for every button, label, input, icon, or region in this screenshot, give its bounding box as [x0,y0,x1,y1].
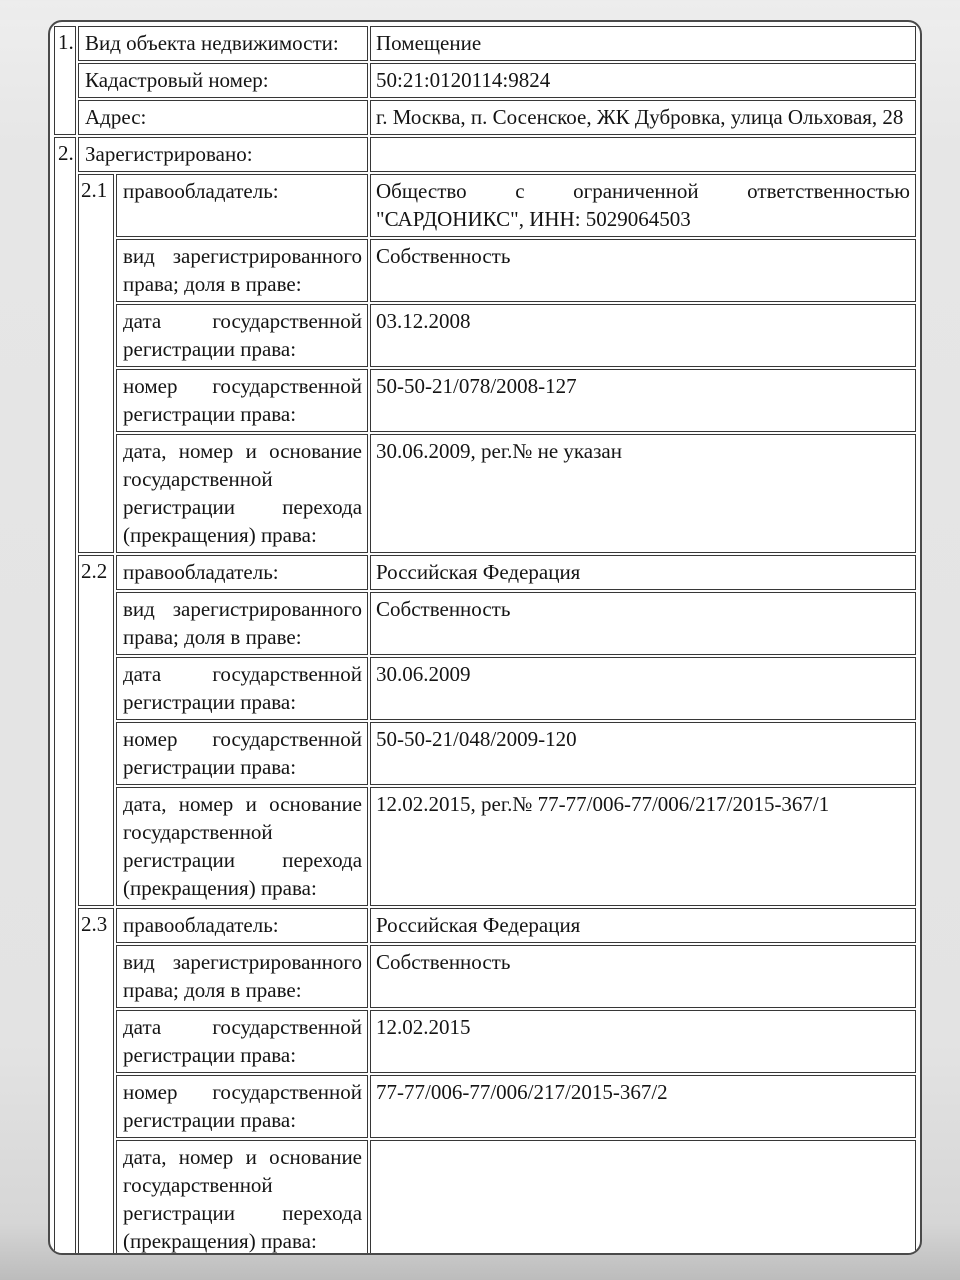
label-right-type-2-3: вид зарегистрированного права; доля в праве: [116,945,368,1008]
table-row [54,26,916,61]
label-registration-date-2-1: дата государственной регистрации права: [116,304,368,367]
value-rightholder-2-2: Российская Федерация [370,555,916,590]
subsection-2-1-number: 2.1 [78,174,114,553]
value-registration-number-2-1: 50-50-21/078/2008-127 [370,369,916,432]
label-registration-date-2-2: дата государственной регистрации права: [116,657,368,720]
value-transfer-basis-2-1: 30.06.2009, рег.№ не указан [370,434,916,553]
label-right-type-2-1: вид зарегистрированного права; доля в праве: [116,239,368,302]
label-registered: Зарегистрировано: [78,137,368,172]
label-right-type-2-2: вид зарегистрированного права; доля в праве: [116,592,368,655]
table-row [54,1140,916,1255]
label-transfer-basis-2-3: дата, номер и основание государственной регистрации перехода (прекращения) права: [116,1140,368,1255]
label-registration-date-2-3: дата государственной регистрации права: [116,1010,368,1073]
property-record-table [52,24,918,1255]
table-row [54,239,916,302]
value-registered [370,137,916,172]
section-2-number: 2. [54,137,76,1255]
value-right-type-2-2: Собственность [370,592,916,655]
value-registration-date-2-1: 03.12.2008 [370,304,916,367]
document-card [48,20,922,1255]
value-rightholder-2-3: Российская Федерация [370,908,916,943]
label-registration-number-2-1: номер государственной регистрации права: [116,369,368,432]
value-transfer-basis-2-2: 12.02.2015, рег.№ 77-77/006-77/006/217/2015-367/1 [370,787,916,906]
table-row [54,908,916,943]
label-address: Адрес: [78,100,368,135]
label-registration-number-2-3: номер государственной регистрации права: [116,1075,368,1138]
subsection-2-3-number: 2.3 [78,908,114,1255]
label-rightholder-2-1: правообладатель: [116,174,368,237]
table-row [54,137,916,172]
table-row [54,945,916,1008]
table-row [54,787,916,906]
table-row [54,722,916,785]
label-registration-number-2-2: номер государственной регистрации права: [116,722,368,785]
table-row [54,434,916,553]
table-row [54,63,916,98]
subsection-2-2-number: 2.2 [78,555,114,906]
table-row [54,592,916,655]
value-cadastral-number: 50:21:0120114:9824 [370,63,916,98]
value-address: г. Москва, п. Сосенское, ЖК Дубровка, улица Ольховая, 28 [370,100,916,135]
value-rightholder-2-1: Общество с ограниченной ответственностью "САРДОНИКС", ИНН: 5029064503 [370,174,916,237]
table-row [54,304,916,367]
table-row [54,1010,916,1073]
label-rightholder-2-3: правообладатель: [116,908,368,943]
table-row [54,657,916,720]
value-right-type-2-1: Собственность [370,239,916,302]
value-registration-number-2-3: 77-77/006-77/006/217/2015-367/2 [370,1075,916,1138]
table-row [54,369,916,432]
table-row [54,555,916,590]
section-1-number: 1. [54,26,76,135]
value-object-type: Помещение [370,26,916,61]
table-row [54,1075,916,1138]
label-transfer-basis-2-1: дата, номер и основание государственной регистрации перехода (прекращения) права: [116,434,368,553]
table-row [54,100,916,135]
value-registration-number-2-2: 50-50-21/048/2009-120 [370,722,916,785]
table-row [54,174,916,237]
value-transfer-basis-2-3 [370,1140,916,1255]
label-rightholder-2-2: правообладатель: [116,555,368,590]
value-right-type-2-3: Собственность [370,945,916,1008]
label-cadastral-number: Кадастровый номер: [78,63,368,98]
value-registration-date-2-2: 30.06.2009 [370,657,916,720]
label-transfer-basis-2-2: дата, номер и основание государственной регистрации перехода (прекращения) права: [116,787,368,906]
label-object-type: Вид объекта недвижимости: [78,26,368,61]
value-registration-date-2-3: 12.02.2015 [370,1010,916,1073]
